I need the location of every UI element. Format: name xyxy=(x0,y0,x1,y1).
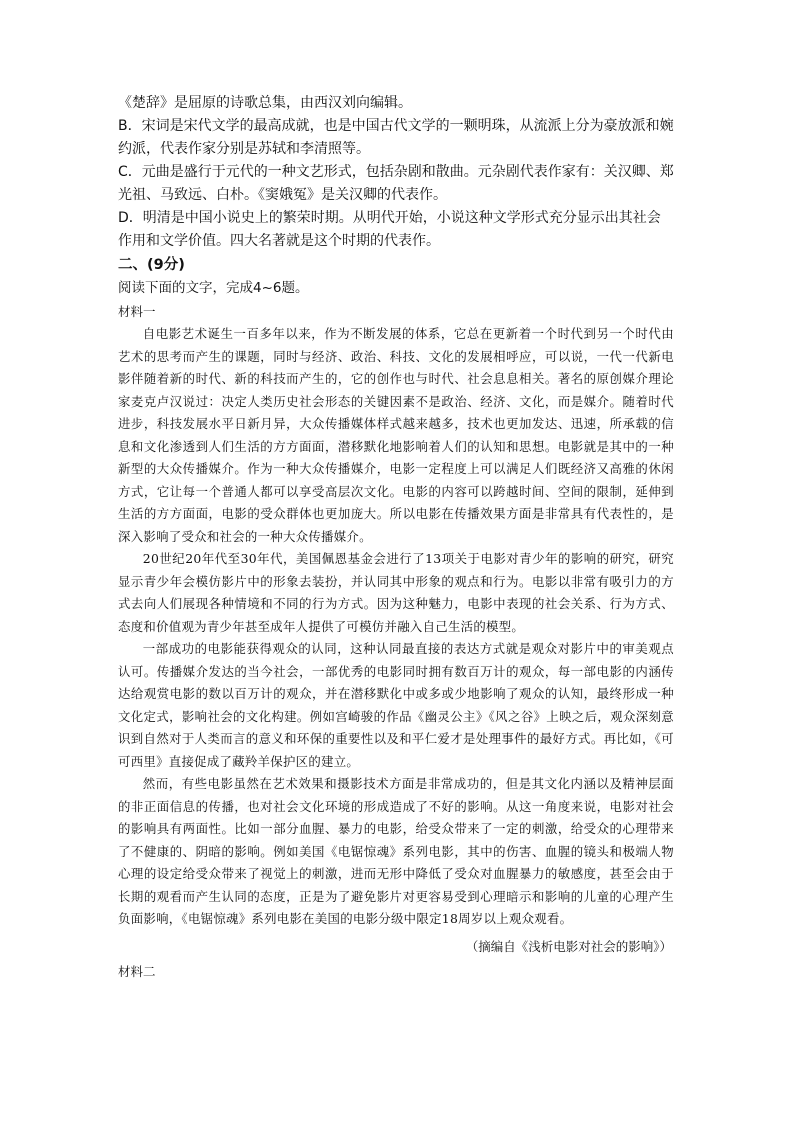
paragraph-3: 一部成功的电影能获得观众的认同，这种认同最直接的表达方式就是观众对影片中的审美观点认可。传播媒介发达的当今社会，一部优秀的电影同时拥有数百万计的观众，每一部电影的内涵传达给观赏电影的数以百万计的观众，并在潜移默化中或多或少地影响了观众的认知，最终形成一种文化定式，影响社会的文化构建。例如宫崎骏的作品《幽灵公主》《风之谷》上映之后，观众深刻意识到自然对于人类而言的意义和环保的重要性以及和平仁爱才是处理事件的最好方式。再比如，《可可西里》直接促成了藏羚羊保护区的建立。 xyxy=(118,641,674,769)
section-title: 二、(9分) xyxy=(118,257,185,273)
paragraph-4: 然而，有些电影虽然在艺术效果和摄影技术方面是非常成功的，但是其文化内涵以及精神层面的非正面信息的传播，也对社会文化环境的形成造成了不好的影响。从这一角度来说，电影对社会的影响具有两面性。比如一部分血腥、暴力的电影，给受众带来了一定的刺激，给受众的心理带来了不健康的、阴暗的影响。例如美国《电锯惊魂》系列电影，其中的伤害、血腥的镜头和极端人物心理的设定给受众带来了视觉上的刺激，进而无形中降低了受众对血腥暴力的敏感度，甚至会由于长期的观看而产生认同的态度，正是为了避免影片对更容易受到心理暗示和影响的儿童的心理产生负面影响，《电锯惊魂》系列电影在美国的电影分级中限定18周岁以上观众观看。 xyxy=(118,776,674,926)
source-citation: （摘编自《浅析电影对社会的影响》） xyxy=(465,938,672,954)
paragraph-2: 20世纪20年代至30年代，美国佩恩基金会进行了13项关于电影对青少年的影响的研究，研究显示青少年会模仿影片中的形象去装扮，并认同其中形象的观点和行为。电影以非常有吸引力的方式去向人们展现各种情境和不同的行为方式。因为这种魅力，电影中表现的社会关系、行为方式、态度和价值观为青少年甚至成年人提供了可模仿并融入自己生活的模型。 xyxy=(118,551,674,634)
option-a-tail: 《楚辞》是屈原的诗歌总集，由西汉刘向编辑。 xyxy=(118,95,412,111)
material-two-label: 材料二 xyxy=(118,963,156,979)
paragraph-1: 自电影艺术诞生一百多年以来，作为不断发展的体系，它总在更新着一个时代到另一个时代由艺术的思考而产生的课题，同时与经济、政治、科技、文化的发展相呼应，可以说，一代一代新电影伴随着新的时代、新的科技而产生的，它的创作也与时代、社会息息相关。著名的原创媒介理论家麦克卢汉说过：决定人类历史社会形态的关键因素不是政治、经济、文化，而是媒介。随着时代进步，科技发展水平日新月异，大众传播媒体样式越来越多，技术也更加发达、迅速，所承载的信息和文化渗透到人们生活的方方面面，潜移默化地影响着人们的认知和思想。电影就是其中的一种新型的大众传播媒介。作为一种大众传播媒介，电影一定程度上可以满足人们既经济又高雅的休闲方式，它让每一个普通人都可以享受高层次文化。电影的内容可以跨越时间、空间的限制，延伸到生活的方方面面，电影的受众群体也更加庞大。所以电影在传播效果方面是非常具有代表性的，是深入影响了受众和社会的一种大众传播媒介。 xyxy=(118,326,674,544)
reading-instruction: 阅读下面的文字，完成4~6题。 xyxy=(118,280,309,296)
option-c: C．元曲是盛行于元代的一种文艺形式，包括杂剧和散曲。元杂剧代表作家有：关汉卿、郑光祖、马致远、白朴。《窦娥冤》是关汉卿的代表作。 xyxy=(118,164,674,203)
material-one-label: 材料一 xyxy=(118,304,156,319)
option-d: D．明清是中国小说史上的繁荣时期。从明代开始，小说这种文学形式充分显示出其社会作用和文学价值。四大名著就是这个时期的代表作。 xyxy=(118,210,661,249)
document-page xyxy=(118,92,674,983)
option-b: B．宋词是宋代文学的最高成就，也是中国古代文学的一颗明珠，从流派上分为豪放派和婉约派，代表作家分别是苏轼和李清照等。 xyxy=(118,118,674,157)
